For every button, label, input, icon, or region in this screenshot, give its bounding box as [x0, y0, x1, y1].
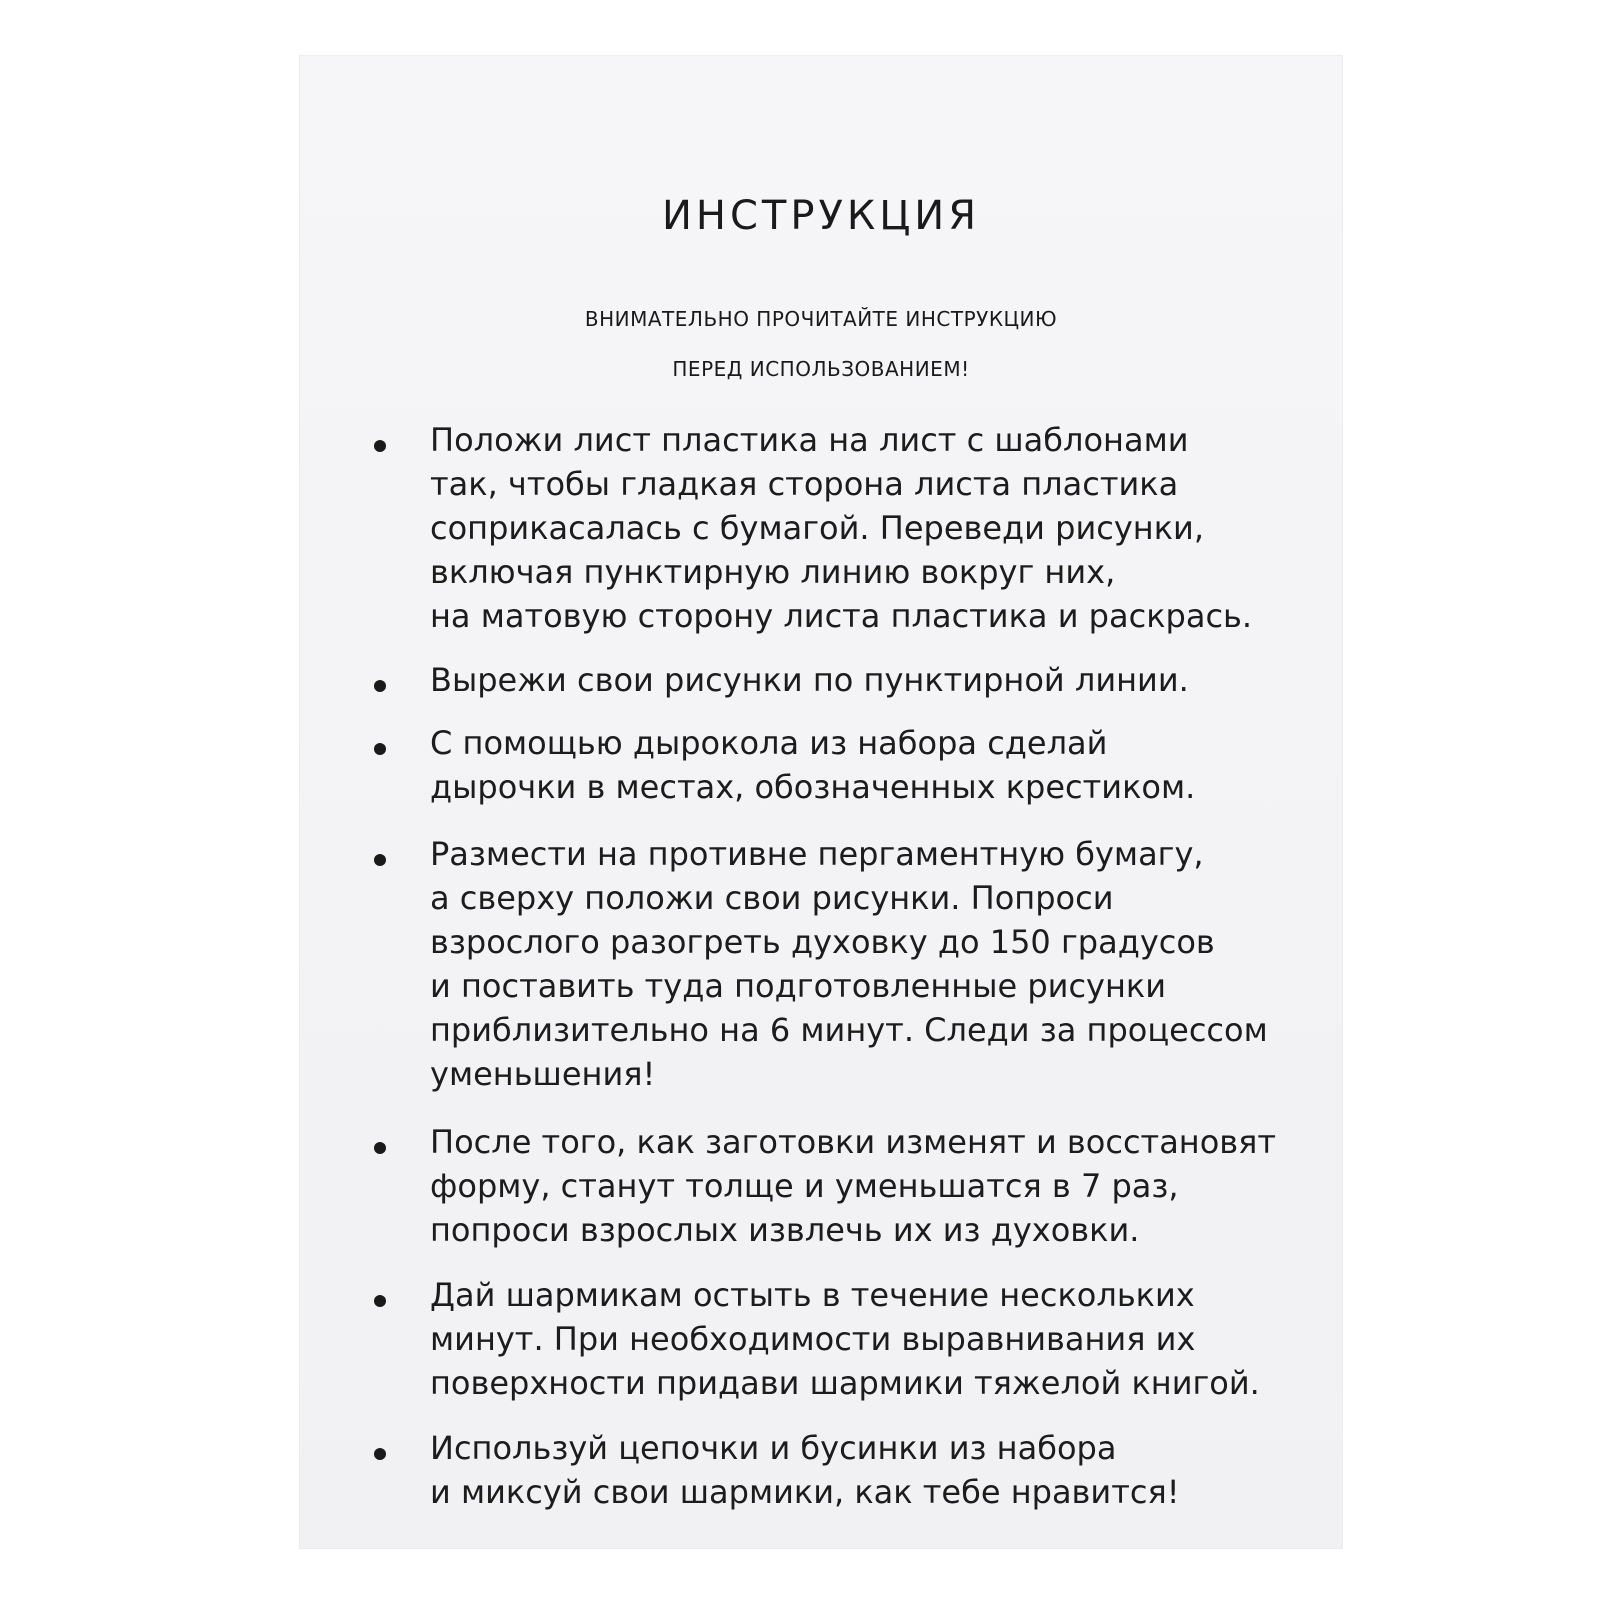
step-line: дырочки в местах, обозначенных крестиком. [430, 768, 1196, 806]
step-line: на матовую сторону листа пластика и раскрась. [430, 597, 1253, 635]
bullet-icon [374, 854, 386, 866]
step-line: включая пунктирную линию вокруг них, [430, 553, 1116, 591]
step-line: минут. При необходимости выравнивания их [430, 1320, 1196, 1358]
step-line: Размести на противне пергаментную бумагу, [430, 835, 1204, 873]
step-line: С помощью дырокола из набора сделай [430, 724, 1108, 762]
page-title: ИНСТРУКЦИЯ [661, 193, 981, 239]
list-item-step-3 [430, 721, 1310, 809]
subtitle-line: ПЕРЕД ИСПОЛЬЗОВАНИЕМ! [672, 357, 970, 381]
step-line: а сверху положи свои рисунки. Попроси [430, 879, 1114, 917]
bullet-icon [374, 1142, 386, 1154]
step-line: и поставить туда подготовленные рисунки [430, 967, 1167, 1005]
instruction-list [300, 56, 1342, 1548]
step-line: форму, станут толще и уменьшатся в 7 раз, [430, 1167, 1179, 1205]
bullet-icon [374, 440, 386, 452]
step-line: Используй цепочки и бусинки из набора [430, 1429, 1117, 1467]
step-line: и миксуй свои шармики, как тебе нравится! [430, 1473, 1180, 1511]
step-line: соприкасалась с бумагой. Переведи рисунки, [430, 509, 1204, 547]
list-item-step-5 [430, 1120, 1310, 1252]
step-line: так, чтобы гладкая сторона листа пластика [430, 465, 1179, 503]
step-line: взрослого разогреть духовку до 150 градусов [430, 923, 1215, 961]
list-item-step-6 [430, 1273, 1310, 1405]
step-line: Вырежи свои рисунки по пунктирной линии. [430, 661, 1189, 699]
instruction-sheet [300, 56, 1342, 1548]
step-line: Дай шармикам остыть в течение нескольких [430, 1276, 1195, 1314]
bullet-icon [374, 1448, 386, 1460]
list-item-step-1 [430, 418, 1310, 638]
list-item-step-4 [430, 832, 1310, 1096]
bullet-icon [374, 1295, 386, 1307]
step-line: попроси взрослых извлечь их из духовки. [430, 1211, 1140, 1249]
subtitle-line: ВНИМАТЕЛЬНО ПРОЧИТАЙТЕ ИНСТРУКЦИЮ [584, 307, 1058, 331]
list-item-step-7 [430, 1426, 1310, 1514]
step-line: уменьшения! [430, 1055, 656, 1093]
step-line: После того, как заготовки изменят и восстановят [430, 1123, 1277, 1161]
step-line: поверхности придави шармики тяжелой книгой. [430, 1364, 1260, 1402]
list-item-step-2 [430, 658, 1310, 702]
step-line: Положи лист пластика на лист с шаблонами [430, 421, 1189, 459]
bullet-icon [374, 743, 386, 755]
step-line: приблизительно на 6 минут. Следи за процессом [430, 1011, 1268, 1049]
bullet-icon [374, 680, 386, 692]
